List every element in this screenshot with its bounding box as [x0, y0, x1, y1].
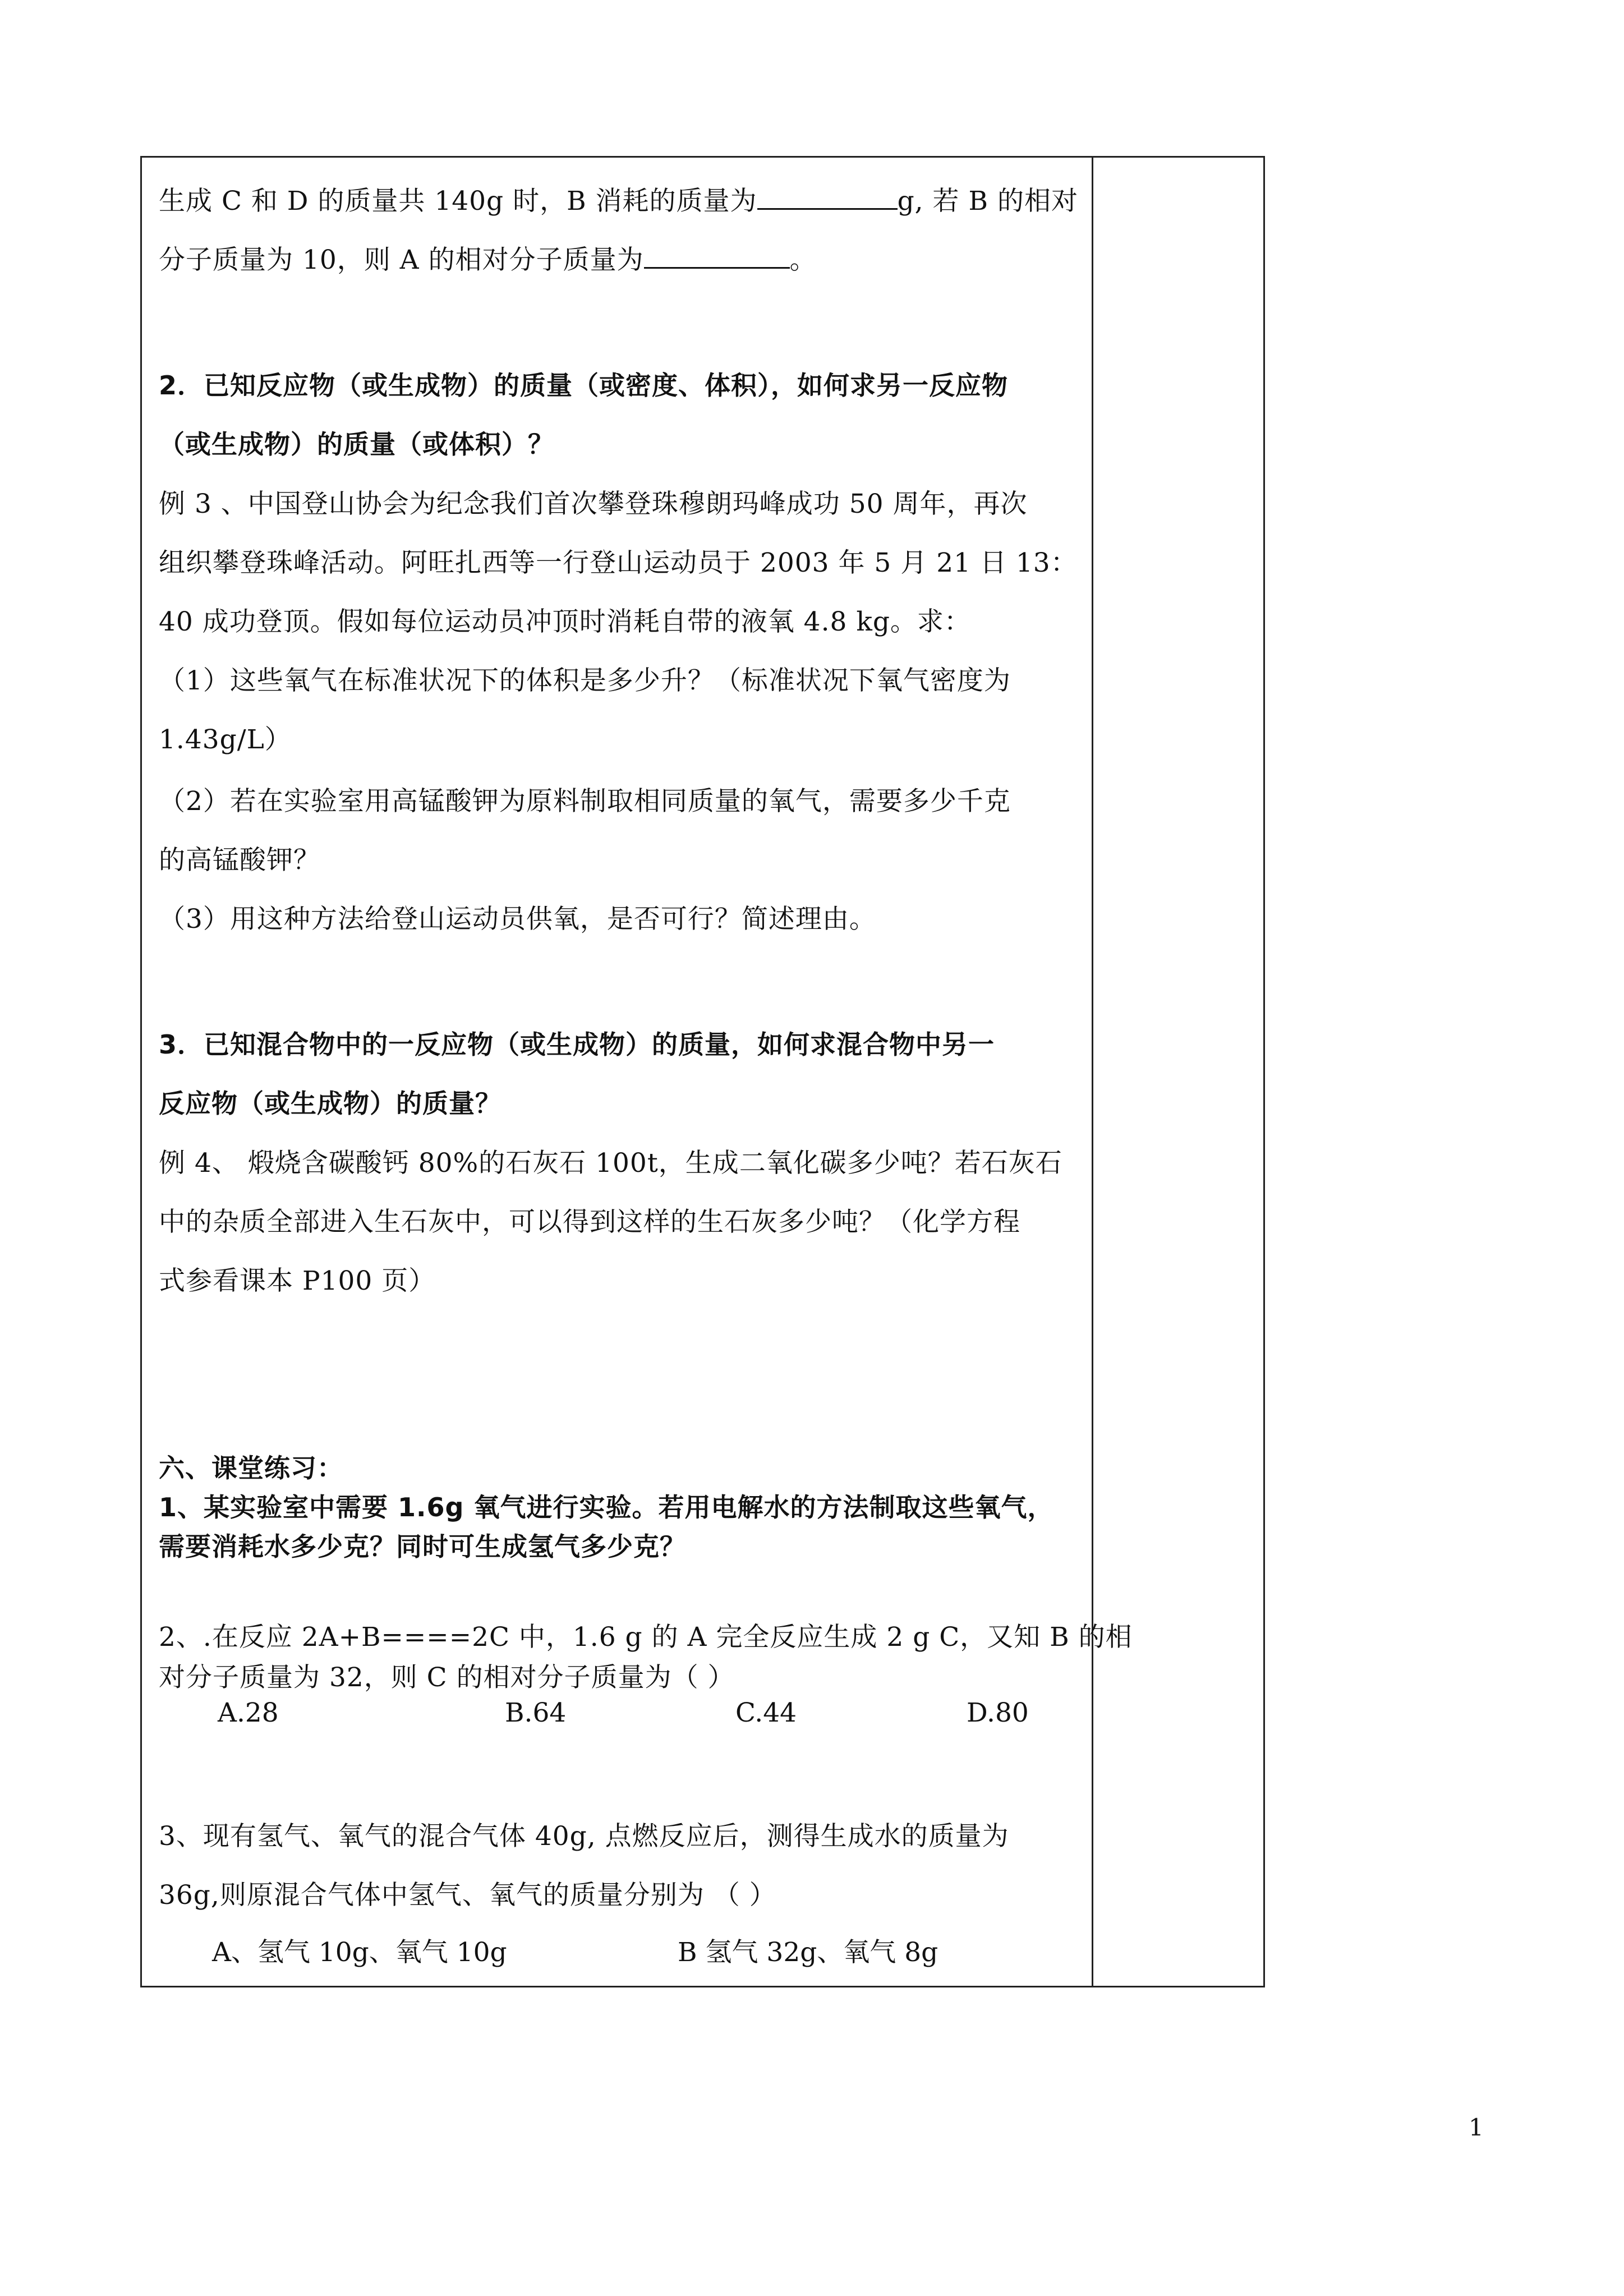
section-heading: 反应物（或生成物）的质量？ [159, 1088, 502, 1119]
text-line: 例 3 、中国登山协会为纪念我们首次攀登珠穆朗玛峰成功 50 周年，再次 [159, 489, 1028, 519]
text-line: 40 成功登顶。假如每位运动员冲顶时消耗自带的液氧 4.8 kg。求： [159, 606, 971, 637]
text-line: 3、现有氢气、氧气的混合气体 40g, 点燃反应后，测得生成水的质量为 [159, 1821, 1009, 1852]
option-c: C.44 [735, 1697, 797, 1728]
text: g, 若 B 的相对 [897, 186, 1078, 217]
text-line: 式参看课本 P100 页） [159, 1266, 436, 1296]
section-heading: 2．已知反应物（或生成物）的质量（或密度、体积），如何求另一反应物 [159, 370, 1009, 401]
option-b: B 氢气 32g、氧气 8g [678, 1937, 938, 1968]
option-a: A、氢气 10g、氧气 10g [212, 1937, 507, 1968]
option-b: B.64 [505, 1697, 567, 1728]
text-line: 36g,则原混合气体中氢气、氧气的质量分别为 （ ） [159, 1880, 776, 1911]
section-heading: （或生成物）的质量（或体积）？ [159, 429, 554, 459]
text-line: 组织攀登珠峰活动。阿旺扎西等一行登山运动员于 2003 年 5 月 21 日 13： [159, 547, 1078, 578]
answer-blank [644, 245, 790, 269]
text-line [159, 239, 817, 277]
text: 分子质量为 10，则 A 的相对分子质量为 [159, 245, 644, 275]
text-line [159, 180, 1078, 218]
section-heading: 六、课堂练习： [159, 1453, 343, 1483]
section-heading: 3．已知混合物中的一反应物（或生成物）的质量，如何求混合物中另一 [159, 1029, 995, 1060]
text-line: （2）若在实验室用高锰酸钾为原料制取相同质量的氧气，需要多少千克 [159, 786, 1011, 817]
text-line: 对分子质量为 32，则 C 的相对分子质量为（ ） [159, 1662, 735, 1693]
text-line: 2、.在反应 2A+B====2C 中，1.6 g 的 A 完全反应生成 2 g C，又知 B 的相 [159, 1622, 1133, 1653]
text-line: （3）用这种方法给登山运动员供氧，是否可行？简述理由。 [159, 904, 876, 935]
option-d: D.80 [967, 1697, 1029, 1728]
page-number: 1 [1469, 2114, 1484, 2141]
worksheet-table [140, 156, 1265, 1987]
exercise-line: 1、某实验室中需要 1.6g 氧气进行实验。若用电解水的方法制取这些氧气， [159, 1492, 1054, 1522]
column-divider [1092, 158, 1093, 1986]
text-line: 例 4、 煅烧含碳酸钙 80%的石灰石 100t，生成二氧化碳多少吨？若石灰石 [159, 1148, 1062, 1179]
text-line: 中的杂质全部进入生石灰中，可以得到这样的生石灰多少吨？（化学方程 [159, 1207, 1020, 1237]
text: 。 [789, 245, 817, 275]
text-line: 的高锰酸钾？ [159, 845, 320, 876]
exercise-line: 需要消耗水多少克？同时可生成氢气多少克？ [159, 1531, 686, 1562]
answer-blank [757, 186, 898, 210]
text: 生成 C 和 D 的质量共 140g 时，B 消耗的质量为 [159, 186, 757, 217]
text-line: 1.43g/L） [159, 724, 292, 755]
option-a: A.28 [218, 1697, 279, 1728]
text-line: （1）这些氧气在标准状况下的体积是多少升？（标准状况下氧气密度为 [159, 665, 1011, 696]
